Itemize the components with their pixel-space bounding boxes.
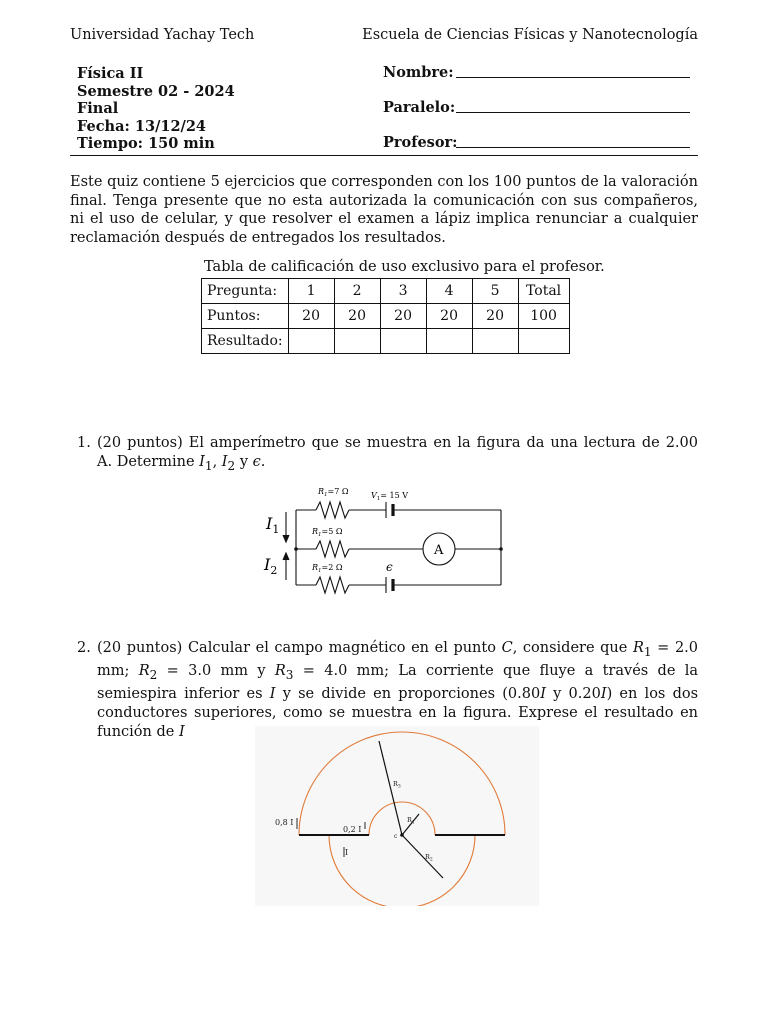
math-symbol: I <box>178 723 185 740</box>
grade-table-points-row <box>202 304 570 329</box>
math-separator: y <box>248 662 275 679</box>
grade-table <box>201 278 570 354</box>
math-symbol: C <box>501 640 513 656</box>
professor-label: Profesor: <box>383 134 458 151</box>
label-02i: 0,2 I <box>343 825 362 834</box>
exam-time: Tiempo: 150 min <box>77 135 215 152</box>
resistor-r1 <box>316 502 349 518</box>
circuit-diagram <box>250 482 520 602</box>
table-cell: Resultado: <box>202 329 289 354</box>
table-cell: Total <box>518 279 569 304</box>
parallel-label: Paralelo: <box>383 99 456 116</box>
math-value: = 4.0 mm; <box>293 662 390 679</box>
math-value: = 2.0 mm; <box>97 640 699 679</box>
table-cell: 20 <box>288 304 334 329</box>
table-cell: 100 <box>518 304 569 329</box>
r1-label: $R_1=7$ Ω <box>318 487 349 498</box>
i2-label: $I_2$ <box>264 555 278 577</box>
question-text: El amperímetro que se muestra en la figura da una lectura de 2.00 A. Determine <box>97 435 698 470</box>
question-2-number: 2. <box>77 640 91 656</box>
exam-info <box>77 65 235 153</box>
question-text: Calcular el campo magnético en el punto <box>187 640 496 656</box>
r3-label: $R_1=2$ Ω <box>312 563 343 574</box>
table-cell: 3 <box>380 279 426 304</box>
result-cell[interactable] <box>380 329 426 354</box>
result-cell[interactable] <box>472 329 518 354</box>
name-label: Nombre: <box>383 64 454 81</box>
question-text: , considere que <box>512 640 628 656</box>
table-cell: 20 <box>472 304 518 329</box>
table-cell: 20 <box>426 304 472 329</box>
table-cell: 1 <box>288 279 334 304</box>
table-cell: 4 <box>426 279 472 304</box>
resistor-r2 <box>316 541 349 557</box>
math-separator: , <box>212 454 222 470</box>
center-point <box>400 833 404 837</box>
table-cell: Puntos: <box>202 304 289 329</box>
junction-node <box>294 547 298 551</box>
question-1-text <box>97 434 698 476</box>
math-symbol: ϵ <box>252 454 261 470</box>
result-cell[interactable] <box>334 329 380 354</box>
i1-label: $I_1$ <box>266 514 280 536</box>
question-text: y 0.20 <box>553 685 601 702</box>
question-points: (20 puntos) <box>97 640 183 656</box>
math-subscript: 2 <box>149 667 158 682</box>
table-cell: 5 <box>472 279 518 304</box>
v1-label: $V_1= 15$ V <box>371 491 409 502</box>
label-08i: 0,8 I <box>275 818 294 827</box>
math-subscript: 1 <box>204 458 213 473</box>
exam-type: Final <box>77 100 119 117</box>
math-value: 3.0 mm <box>188 662 249 679</box>
math-symbol: I <box>269 685 276 702</box>
result-cell[interactable] <box>426 329 472 354</box>
table-cell: 2 <box>334 279 380 304</box>
semester: Semestre 02 - 2024 <box>77 82 235 100</box>
math-symbol: R <box>138 662 150 679</box>
r2-label: $R_1=5$ Ω <box>312 527 343 538</box>
math-symbol: I <box>199 454 205 470</box>
math-subscript: 3 <box>285 667 294 682</box>
course-name: Física II <box>77 65 144 82</box>
professor-field[interactable] <box>456 130 690 148</box>
semicircle-loop-figure <box>255 726 539 906</box>
math-symbol: R <box>274 662 286 679</box>
result-cell[interactable] <box>518 329 569 354</box>
math-value: = <box>157 662 179 679</box>
university-name: Universidad Yachay Tech <box>70 27 255 43</box>
math-symbol: I <box>600 685 607 702</box>
grade-table-result-row <box>202 329 570 354</box>
question-points: (20 puntos) <box>97 435 183 451</box>
school-name: Escuela de Ciencias Físicas y Nanotecnología <box>362 27 698 43</box>
question-text: y se divide en proporciones (0.80 <box>282 685 541 702</box>
math-subscript: 2 <box>227 458 236 473</box>
label-c: c <box>394 833 398 840</box>
math-subscript: 1 <box>643 644 652 659</box>
ammeter-label: A <box>434 543 444 558</box>
label-r2: $R_2$ <box>425 853 433 863</box>
parallel-field[interactable] <box>456 95 690 113</box>
resistor-r3 <box>316 577 349 593</box>
question-text: La corriente que fluye a través de la semiespira inferior es <box>97 662 699 702</box>
table-cell: Pregunta: <box>202 279 289 304</box>
intro-paragraph: Este quiz contiene 5 ejercicios que corresponden con los 100 puntos de la valoración final. Tenga presente que no esta autorizada la comunicación con sus compañeros, ni el uso de celular, y que resolver el examen a lápiz implica renunciar a cualquier reclamación después de entregados los resultados. <box>70 174 698 246</box>
math-symbol: I <box>221 454 228 470</box>
label-r3: $R_3$ <box>393 780 401 790</box>
math-symbol: R <box>632 640 644 656</box>
math-separator: . <box>260 454 266 470</box>
table-cell: 20 <box>334 304 380 329</box>
grade-table-header-row <box>202 279 570 304</box>
math-separator: y <box>235 454 253 470</box>
question-1-number: 1. <box>77 435 91 451</box>
exam-date: Fecha: 13/12/24 <box>77 117 207 135</box>
eps-label: ϵ <box>386 560 393 574</box>
result-cell[interactable] <box>288 329 334 354</box>
question-text: ) en los dos conductores superiores, como se muestra en la figura. Exprese el resultado en función de <box>97 685 699 740</box>
math-symbol: I <box>540 685 546 702</box>
header-divider <box>70 155 698 156</box>
label-i: I <box>345 848 349 857</box>
label-r1: $R_1$ <box>407 816 415 826</box>
junction-node <box>499 547 503 551</box>
table-cell: 20 <box>380 304 426 329</box>
name-field[interactable] <box>456 60 690 78</box>
grade-table-caption: Tabla de calificación de uso exclusivo para el profesor. <box>204 259 605 275</box>
arrow-head <box>283 535 289 542</box>
arrow-head <box>283 553 289 560</box>
